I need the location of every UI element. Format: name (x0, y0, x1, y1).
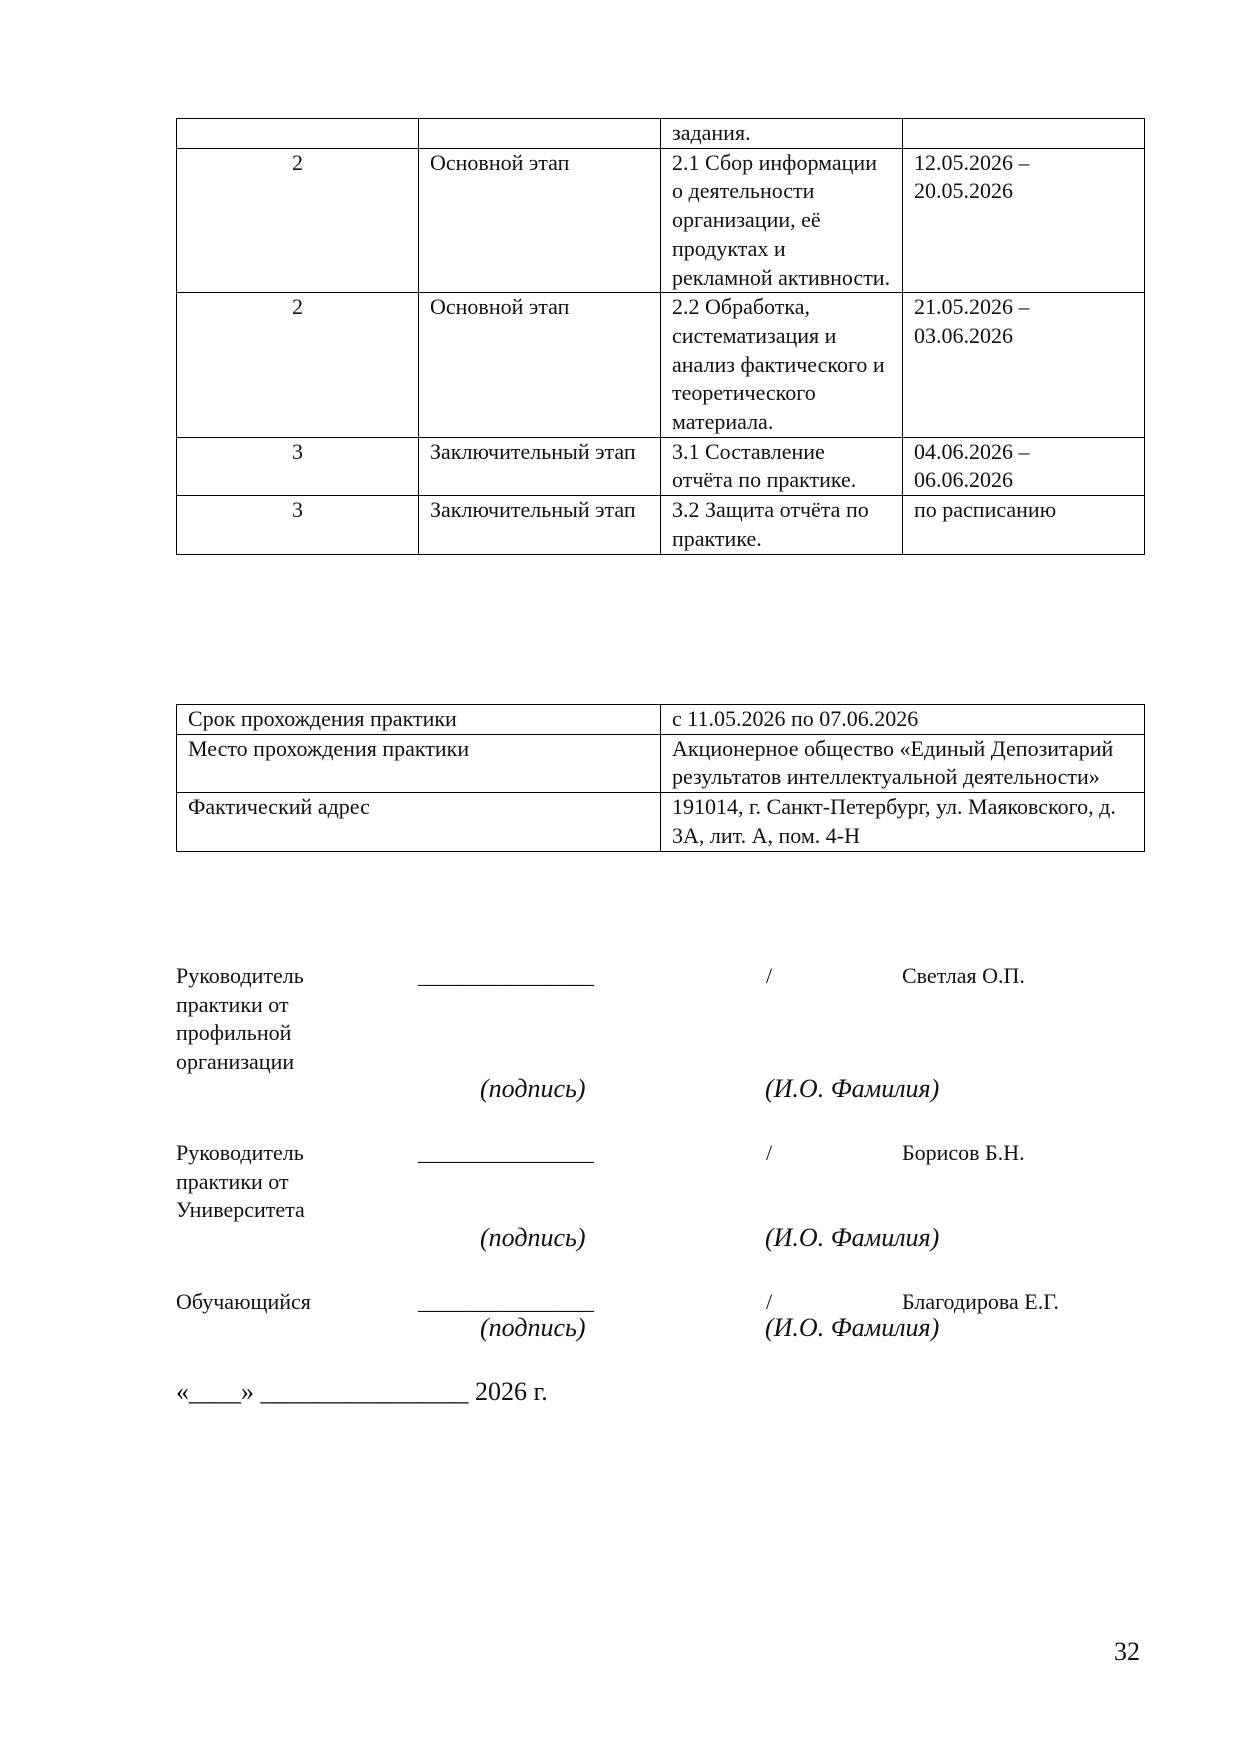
practice-info-table (176, 704, 1145, 852)
signature-hint: (подпись) (480, 1223, 586, 1252)
stage-name-cell: Основной этап (419, 293, 661, 438)
info-value-cell: Акционерное общество «Единый Депозитарий результатов интеллектуальной деятельности» (661, 734, 1145, 792)
signatory-name: Благодирова Е.Г. (902, 1289, 1059, 1314)
practice-stages-table (176, 118, 1145, 555)
signature-line: ________________ (418, 963, 594, 988)
stage-period-cell: 21.05.2026 – 03.06.2026 (903, 293, 1145, 438)
signature-line: ________________ (418, 1140, 594, 1165)
signature-line: ________________ (418, 1289, 594, 1314)
signature-block-university (176, 1139, 1144, 1252)
info-label-cell: Место прохождения практики (177, 734, 661, 792)
signature-separator: / (766, 1289, 773, 1314)
stage-number-cell: 2 (177, 148, 419, 293)
info-value-cell: с 11.05.2026 по 07.06.2026 (661, 705, 1145, 735)
stage-task-cell: 3.2 Защита отчёта по практике. (661, 496, 903, 554)
stage-name-cell: Заключительный этап (419, 496, 661, 554)
signatory-name: Светлая О.П. (902, 963, 1025, 988)
name-hint: (И.О. Фамилия) (765, 1313, 940, 1342)
stage-task-cell: 2.2 Обработка, систематизация и анализ фактического и теоретического материала. (661, 293, 903, 438)
table-row (177, 705, 1145, 735)
page-number: 32 (1114, 1637, 1140, 1666)
name-hint: (И.О. Фамилия) (765, 1223, 940, 1252)
info-value-cell: 191014, г. Санкт-Петербург, ул. Маяковского, д. 3А, лит. А, пом. 4-Н (661, 793, 1145, 851)
signature-block-student (176, 1288, 1144, 1342)
info-label-cell: Фактический адрес (177, 793, 661, 851)
stage-task-cell: 2.1 Сбор информации о деятельности организации, её продуктах и рекламной активности. (661, 148, 903, 293)
signatory-name: Борисов Б.Н. (902, 1140, 1025, 1165)
table-row (177, 734, 1145, 792)
signatory-role: Обучающийся (176, 1289, 311, 1314)
table-row (177, 293, 1145, 438)
stage-number-cell: 2 (177, 293, 419, 438)
stage-name-cell (419, 119, 661, 149)
date-line: «____» ________________ 2026 г. (176, 1377, 548, 1406)
name-hint: (И.О. Фамилия) (765, 1074, 940, 1103)
stage-period-cell (903, 119, 1145, 149)
info-label-cell: Срок прохождения практики (177, 705, 661, 735)
stage-number-cell: 3 (177, 437, 419, 495)
signature-separator: / (766, 1140, 773, 1165)
signature-hint: (подпись) (480, 1313, 586, 1342)
signatory-role: Руководитель практики от профильной организации (176, 963, 304, 1075)
table-row (177, 496, 1145, 554)
table-row (177, 119, 1145, 149)
signatory-role: Руководитель практики от Университета (176, 1140, 305, 1223)
table-row (177, 793, 1145, 851)
stage-number-cell (177, 119, 419, 149)
signature-separator: / (766, 963, 773, 988)
stage-name-cell: Основной этап (419, 148, 661, 293)
table-row (177, 148, 1145, 293)
stage-name-cell: Заключительный этап (419, 437, 661, 495)
stage-period-cell: 12.05.2026 – 20.05.2026 (903, 148, 1145, 293)
stage-period-cell: по расписанию (903, 496, 1145, 554)
stage-task-cell: 3.1 Составление отчёта по практике. (661, 437, 903, 495)
stage-task-cell: задания. (661, 119, 903, 149)
table-row (177, 437, 1145, 495)
stage-period-cell: 04.06.2026 – 06.06.2026 (903, 437, 1145, 495)
signature-block-organization (176, 962, 1144, 1103)
stage-number-cell: 3 (177, 496, 419, 554)
signature-hint: (подпись) (480, 1074, 586, 1103)
